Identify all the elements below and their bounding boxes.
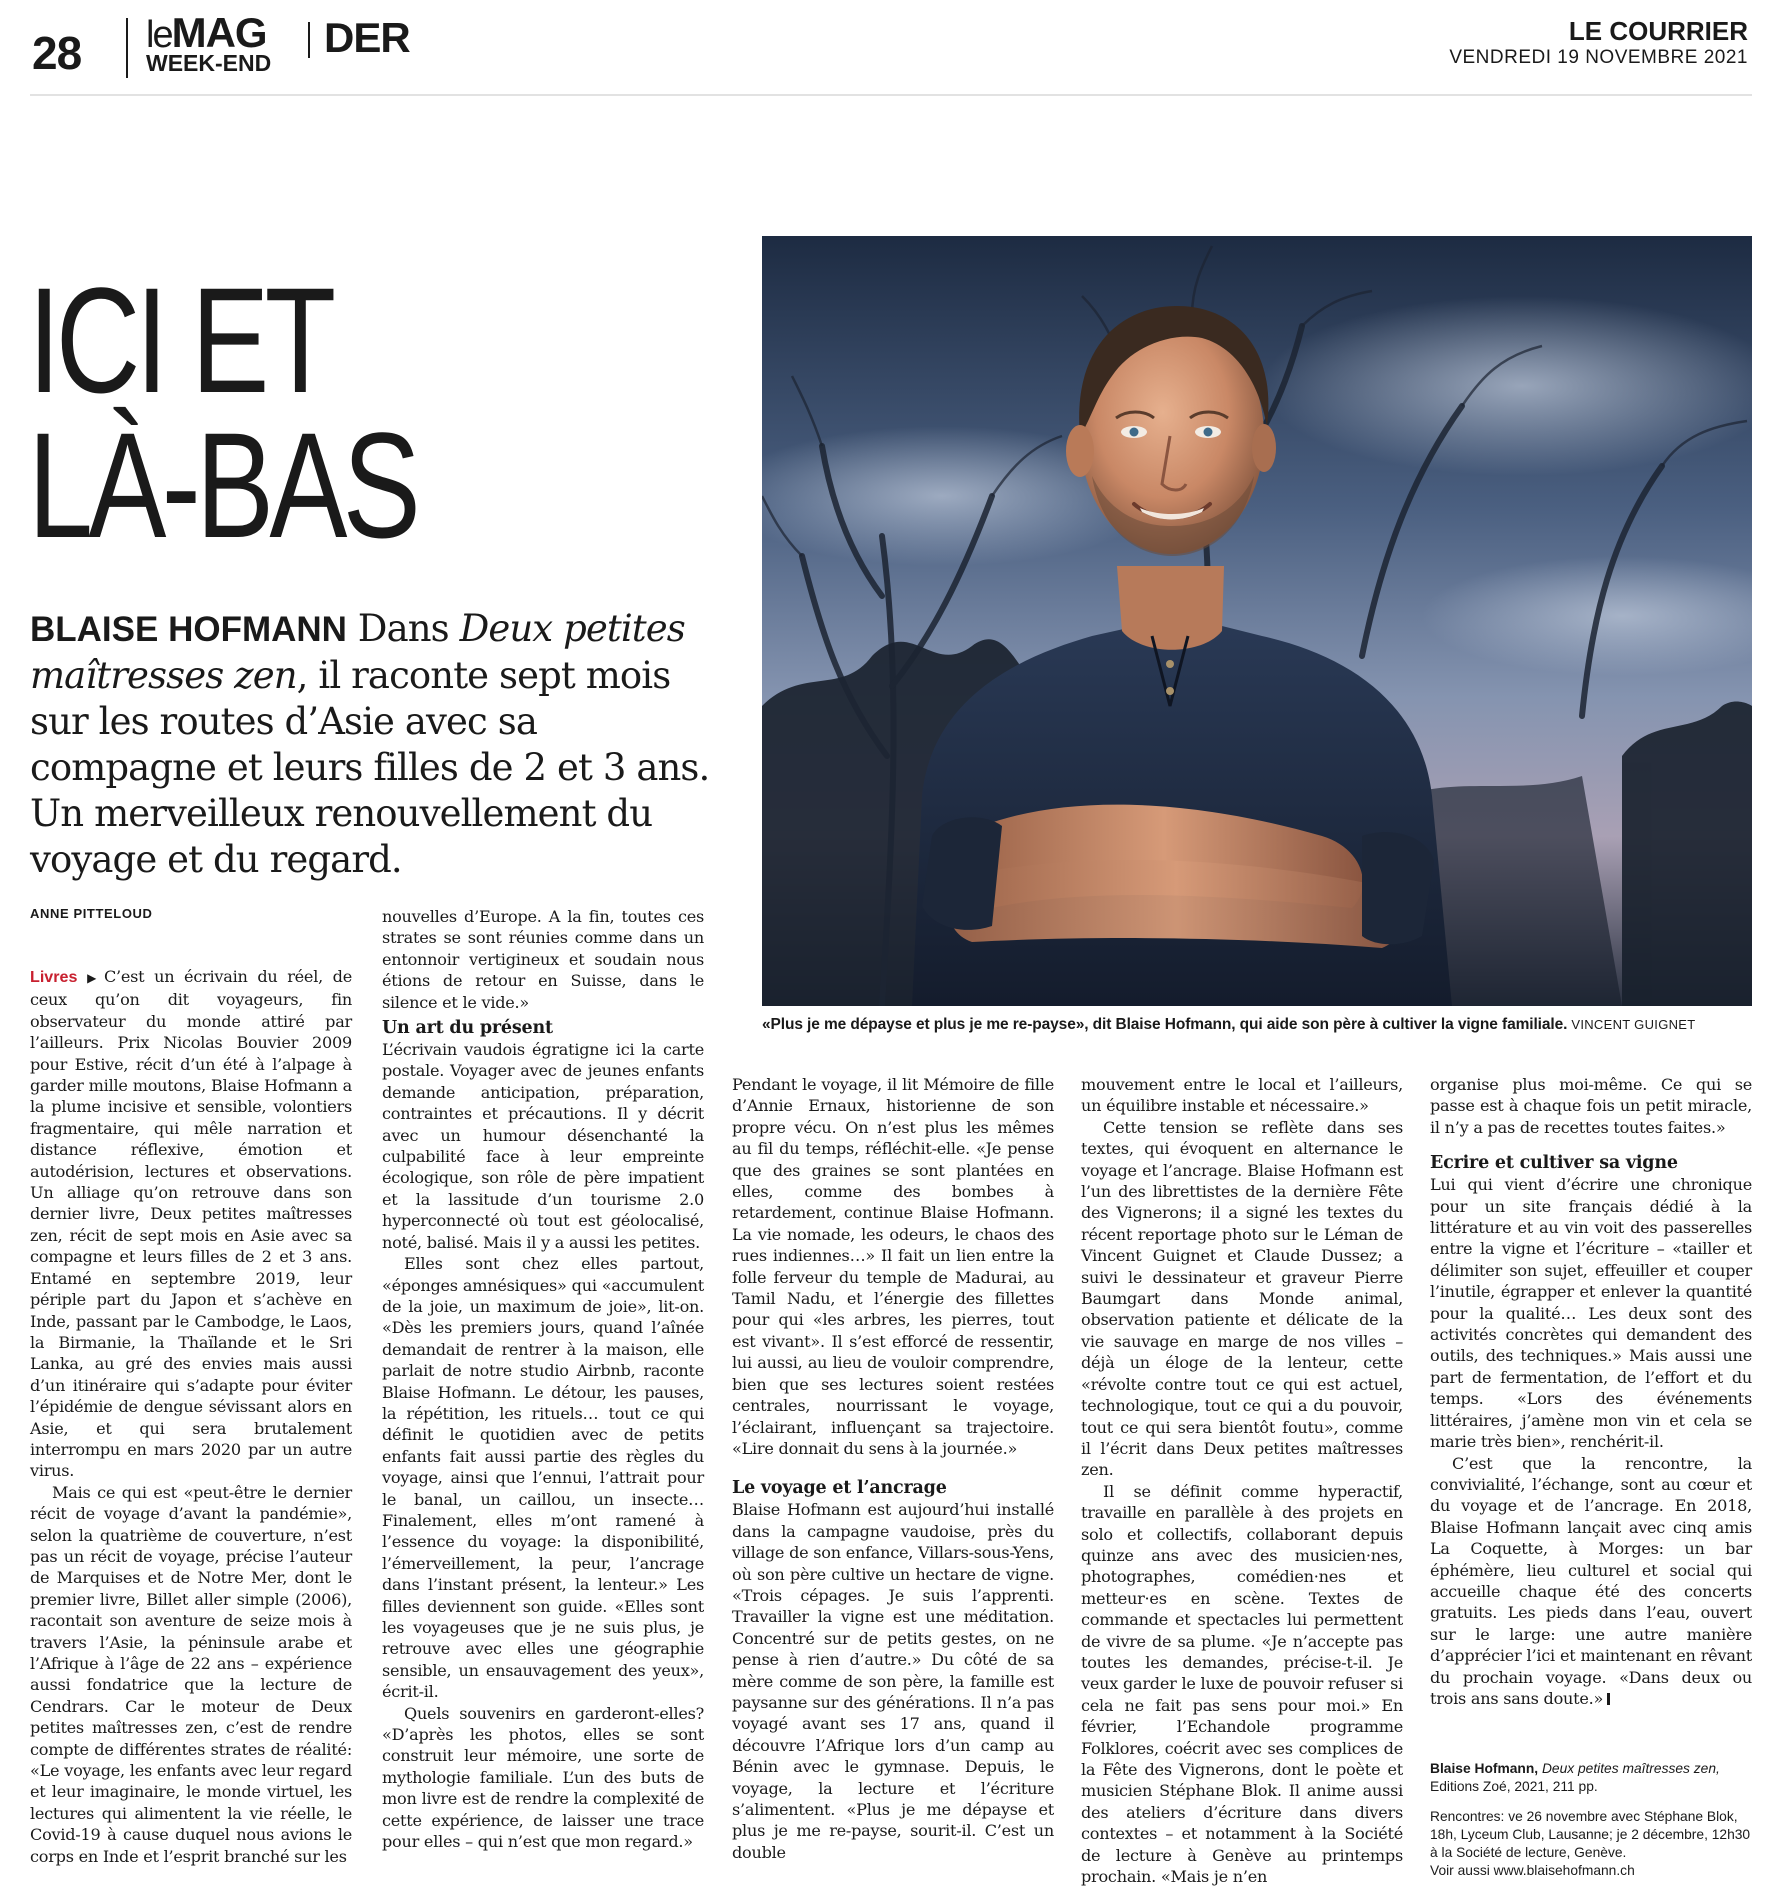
triangle-arrow-icon: ▶ [87,971,101,985]
portrait-illustration [762,236,1752,1006]
article-paragraph: Blaise Hofmann est aujourd’hui installé dans la campagne vaudoise, près du village de son enfance, Villars-sous-Yens, où son père cultive un hectare de vigne. «Trois cépages. Je suis l’apprenti. Travailler la vigne est une méditation. Concentré sur de petits gestes, on ne pense à rien d’autre.» Du côté de sa mère comme de son père, la famille est paysanne sur des générations. Il n’a pas voyagé avant ses 17 ans, quand il découvre l’Afrique lors d’un camp au Bénin avec le gymnase. Depuis, le voyage, la lecture et l’écriture s’alimentent. «Plus je me dépayse et plus je me re-payse, sourit-il. C’est un double [732,1500,1055,1862]
article-column-2 [382,906,704,1852]
caption-text: «Plus je me dépayse et plus je me re-payse», dit Blaise Hofmann, qui aide son père à cultiver la vigne familiale. [762,1016,1568,1033]
article-paragraph [30,966,352,1482]
paragraph-text: C’est un écrivain du réel, de ceux qu’on dit voyageurs, fin observateur du monde attiré par l’ailleurs. Prix Nicolas Bouvier 2009 pour Estive, récit d’un été à l’alpage à garder mille moutons, Blaise Hofmann a la plume incisive et sensible, volontiers fragmentaire, qui mêle narration et distance réflexive, émotion et autodérision, lectures et observations. Un alliage qu’on retrouve dans son dernier livre, Deux petites maîtresses zen, récit de sept mois en Asie avec sa compagne et leurs filles de 2 et 3 ans. Entamé en septembre 2019, leur périple part du Japon et s’achève en Inde, passant par le Cambodge, le Laos, la Birmanie, la Thaïlande et le Sri Lanka, au gré des envies mais aussi d’un itinéraire qui s’adapte pour éviter l’épidémie de dengue sévissant alors en Asie, et qui sera brutalement interrompu en mars 2020 par un autre virus. [30,967,352,1481]
article-paragraph [1430,1453,1752,1710]
book-title: Deux petites maîtresses zen, [1538,1761,1720,1776]
standfirst-text-1: Dans [346,607,460,650]
article-paragraph: Il se définit comme hyperactif, travaille en parallèle à des projets en solo et collectifs, collaborant depuis quinze ans avec des musicien·nes, photographes, comédien·nes et metteur·es en scène. Textes de commande et spectacles lui permettent de vivre de sa plume. «Je n’accepte pas toutes les demandes, précise-t-il. Je veux garder le luxe de pouvoir refuser si cela ne fait pas sens pour moi.» En février, l’Echandole programme Folklores, coécrit avec ses complices de la Fête des Vignerons, dont le poète et musicien Stéphane Blok. Il anime aussi des ateliers d’écriture dans divers contextes – et notamment à la Société de lecture à Genève au printemps prochain. «Mais je n’en [1081,1481,1403,1887]
section-label: DER [324,14,410,61]
article-paragraph: Quels souvenirs en garderont-elles? «D’après les photos, elles se sont construit leur mémoire, une sorte de mythologie familiale. L’un des buts de mon livre est de rendre la complexité de cette expérience, de laisser une trace pour elles – qui n’est que mon regard.» [382,1703,704,1852]
issue-date: VENDREDI 19 NOVEMBRE 2021 [1449,47,1748,69]
article-column-3 [732,1074,1054,1863]
newspaper-name: LE COURRIER [1568,16,1748,46]
brand-mag: MAG [171,9,267,56]
divider [308,22,310,58]
article-column-5 [1430,1074,1752,1709]
book-author: Blaise Hofmann, [1430,1761,1539,1776]
divider [126,18,128,78]
article-paragraph: Elles sont chez elles partout, «éponges amnésiques» qui «accumulent de la joie, un maximum de joie», lit-on. «Dès les premiers jours, quand l’aînée demandait de rentrer à la maison, elle parlait de notre studio Airbnb, raconte Blaise Hofmann. Le détour, les pauses, la répétition, les rituels… tout ce qui définit le quotidien avec de petits enfants fait aussi partie des règles du voyage, ainsi que l’ennui, l’attrait pour le banal, un caillou, un insecte… Finalement, elles m’ont ramené à l’essence du voyage: la disponibilité, l’émerveillement, la peur, l’ancrage dans l’instant présent, la lenteur.» Les filles deviennent son guide. «Elles sont les voyageuses que je ne suis plus, je retrouve avec elles une géographie sensible, un ensauvagement des yeux», écrit-il. [382,1254,704,1702]
book-reference [1430,1760,1752,1778]
photo-caption [762,1016,1752,1034]
end-of-article-mark [1607,1693,1610,1705]
standfirst [30,606,730,883]
article-paragraph: organise plus moi-même. Ce qui se passe est à chaque fois un petit miracle, il n’y a pas de recettes toutes faites.» [1430,1075,1752,1137]
photo-credit: VINCENT GUIGNET [1571,1017,1696,1032]
subheading: Le voyage et l’ancrage [732,1478,947,1499]
section-kicker: Livres [30,968,78,986]
book-info-box [1430,1760,1752,1880]
book-events: Rencontres: ve 26 novembre avec Stéphane Blok, 18h, Lyceum Club, Lausanne; je 2 décembre, 12h30 à la Société de lecture, Genève. [1430,1809,1751,1860]
author-website-link[interactable]: Voir aussi www.blaisehofmann.ch [1430,1863,1635,1878]
standfirst-name: BLAISE HOFMANN [30,610,347,649]
article-headline [28,256,417,569]
headline-line-1: ICI ET [28,256,332,424]
article-paragraph: Lui qui vient d’écrire une chronique pour un site français dédié à la littérature et au vin voit des passerelles entre la vigne et l’écriture – «tailler et délimiter son sujet, effeuiller et couper l’inutile, égrapper et enlever la quantité pour la qualité… Les deux sont des activités concrètes qui demandent des outils, des techniques.» Mais aussi une part de fermentation, de l’effort et du temps. «Lors des événements littéraires, j’amène mon vin et cela se marie très bien», renchérit-il. [1430,1175,1752,1452]
paragraph-text: C’est que la rencontre, la convivialité, l’échange, sont au cœur et du voyage et de l’ancrage. En 2018, Blaise Hofmann lançait avec cinq amis La Coquette, à Morges: un bar éphémère, lieu culturel et social qui accueille chaque été des concerts gratuits. Les pieds dans l’eau, ouvert sur le large: une autre manière d’apprécier l’ici et maintenant en rêvant du prochain voyage. «Dans deux ou trois ans sans doute.» [1430,1453,1752,1708]
standfirst-book-title: Deux petites maîtresses zen [30,607,685,697]
article-column-1 [30,966,352,1867]
article-paragraph: Cette tension se reflète dans ses textes, qui évoquent en alternance le voyage et l’ancrage. Blaise Hofmann est l’un des librettistes de la dernière Fête des Vignerons; il a signé les textes du récent reportage photo sur le Léman de Vincent Guignet et Claude Dussez; a suivi le dessinateur et graveur Pierre Baumgart dans Monde animal, observation patiente et délicate de la vie sauvage en marge de nos villes – déjà un éloge de la lenteur, cette «révolte contre tout ce qui est actuel, technologique, tout ce qui a du pouvoir, tout ce qui sera bientôt foutu», comme il l’écrit dans Deux petites maîtresses zen. [1081,1117,1403,1480]
article-paragraph: Mais ce qui est «peut-être le dernier récit de voyage d’avant la pandémie», selon la quatrième de couverture, n’est pas un récit de voyage, précise l’auteur de Marquises et de Notre Mer, dont le premier livre, Billet aller simple (2006), racontait son aventure de seize mois à travers l’Asie, la péninsule arabe et l’Afrique à l’âge de 22 ans – expérience aussi fondatrice que la lecture de Cendrars. Car le moteur de Deux petites maîtresses zen, c’est de rendre compte de différentes strates de réalité: «Le voyage, les enfants avec leur regard et leur imaginaire, le monde virtuel, les lectures qui alimentent la vie réelle, le Covid-19 à cause duquel nous avions le corps en Inde et l’esprit branché sur les [30,1482,352,1866]
article-paragraph: Pendant le voyage, il lit Mémoire de fille d’Annie Ernaux, historienne de son propre vécu. On n’est plus les mêmes au fil du temps, réfléchit-elle. «Je pense que des graines se sont plantées en elles, comme des bombes à retardement, continue Blaise Hofmann. La vie nomade, les odeurs, le chaos des rues indiennes…» Il fait un lien entre la folle ferveur du temple de Madurai, au Tamil Nadu, et l’énergie des fillettes pour qui «les arbres, les pierres, tout est vivant». Il s’est efforcé de ressentir, lui aussi, au lieu de vouloir comprendre, bien que ses lectures soient restées centrales, nourrissant le voyage, l’éclairant, influençant sa trajectoire. «Lire donnait du sens à la journée.» [732,1075,1054,1458]
portrait-photo [762,236,1752,1006]
brand-weekend: WEEK-END [146,50,272,76]
subheading: Un art du présent [382,1018,553,1039]
article-column-4 [1081,1074,1403,1887]
masthead [30,10,1752,96]
book-publisher: Editions Zoé, 2021, 211 pp. [1430,1779,1598,1794]
article-paragraph: nouvelles d’Europe. A la fin, toutes ces strates se sont réunies comme dans un entonnoir vertigineux et soudain nous étions de retour en Suisse, dans le silence et le vide.» [382,907,704,1012]
standfirst-text-2: , il raconte sept mois sur les routes d’Asie avec sa compagne et leurs filles de 2 et 3 ans. Un merveilleux renouvellement du voyage et du regard. [30,654,710,881]
article-paragraph: L’écrivain vaudois égratigne ici la carte postale. Voyager avec de jeunes enfants demande anticipation, préparation, contraintes et précautions. Il y décrit avec un humour désenchanté la culpabilité face à leur empreinte écologique, son rôle de père impatient et la lassitude d’un tourisme 2.0 hyperconnecté où tout est géolocalisé, noté, balisé. Mais il y a aussi les petites. [382,1040,704,1252]
brand-le: le [146,14,172,56]
article-paragraph: mouvement entre le local et l’ailleurs, un équilibre instable et nécessaire.» [1081,1075,1403,1116]
subheading: Ecrire et cultiver sa vigne [1430,1153,1678,1174]
brand-logo [146,9,272,76]
headline-line-2: LÀ-BAS [28,401,417,569]
page-number: 28 [32,27,82,79]
byline: ANNE PITTELOUD [30,906,153,921]
newspaper-info [1449,16,1748,70]
